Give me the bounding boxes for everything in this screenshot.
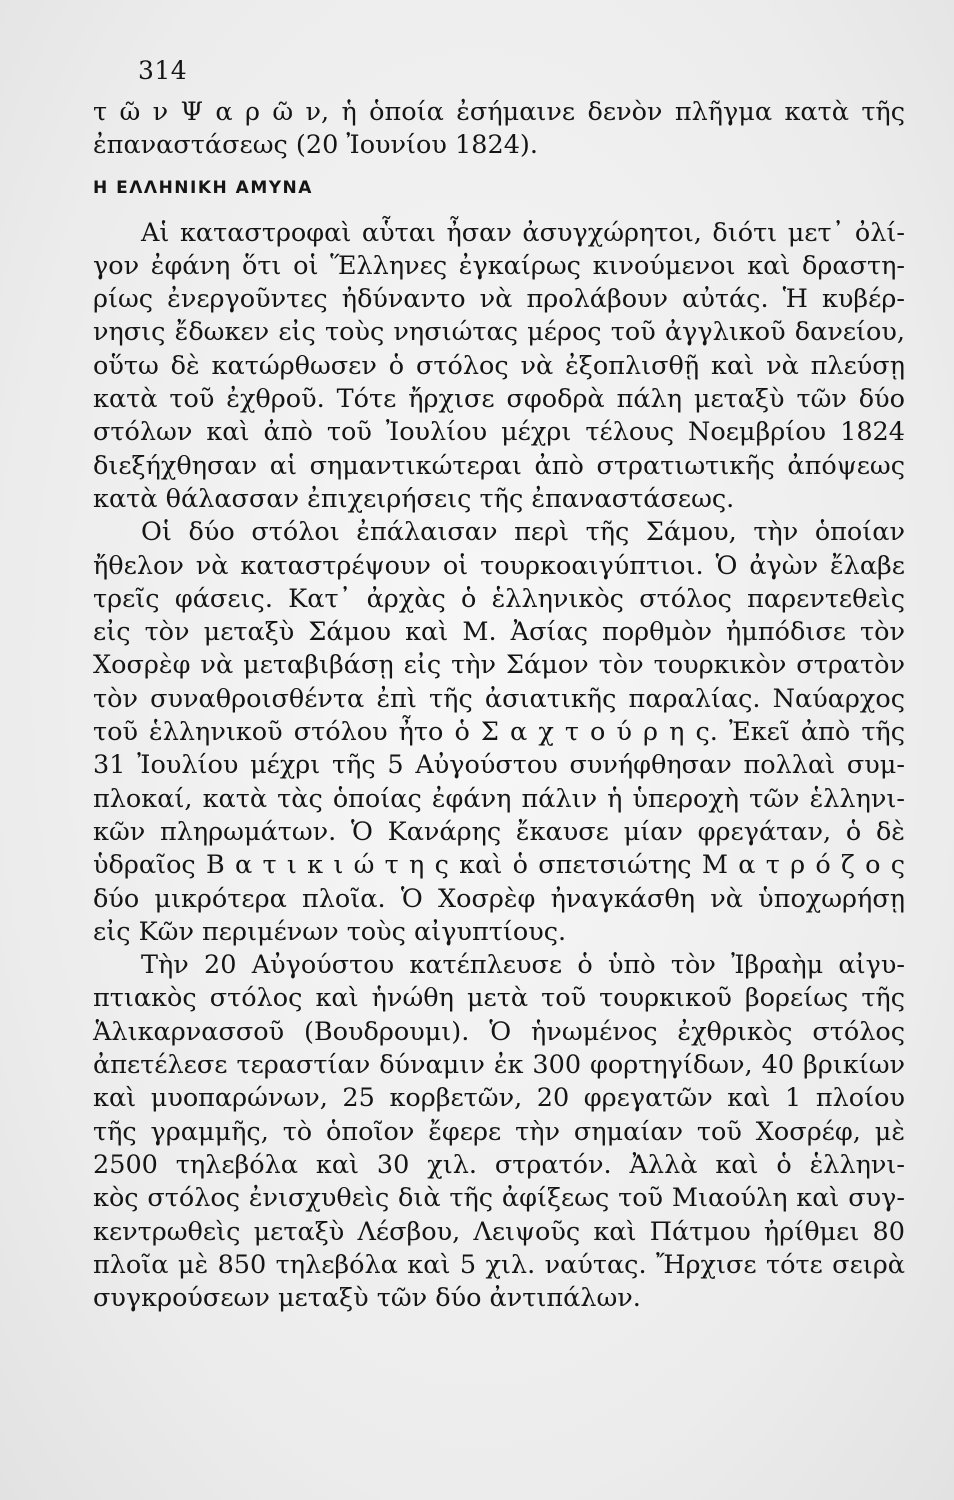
- paragraph-2: [93, 516, 905, 949]
- text-line: Τὴν 20 Αὐγούστου κατέπλευσε ὁ ὑπὸ τὸν Ἰβραὴμ αἰγυ-: [141, 950, 905, 981]
- text-line: Οἱ δύο στόλοι ἐπάλαισαν περὶ τῆς Σάμου, τὴν ὁποίαν: [141, 517, 905, 548]
- text-line: ἐπαναστάσεως (20 Ἰουνίου 1824).: [93, 130, 538, 161]
- intro-paragraph: [93, 96, 905, 163]
- text-line: πτιακὸς στόλος καὶ ἡνώθη μετὰ τοῦ τουρκικοῦ βορείως τῆς: [93, 983, 905, 1014]
- text-line: Χοσρὲφ νὰ μεταβιβάσῃ εἰς τὴν Σάμον τὸν τουρκικὸν στρατὸν: [93, 650, 905, 681]
- text-line: τοῦ ἑλληνικοῦ στόλου ἦτο ὁ Σ α χ τ ο ύ ρ η ς. Ἐκεῖ ἀπὸ τῆς: [93, 717, 905, 748]
- text-line: κῶν πληρωμάτων. Ὁ Κανάρης ἔκαυσε μίαν φρεγάταν, ὁ δὲ: [93, 816, 905, 847]
- paragraph-3: [93, 949, 905, 1315]
- text-line: 31 Ἰουλίου μέχρι τῆς 5 Αὐγούστου συνήφθησαν πολλαὶ συμ-: [93, 750, 905, 781]
- text-line: κεντρωθεὶς μεταξὺ Λέσβου, Λειψοῦς καὶ Πάτμου ἠρίθμει 80: [93, 1216, 905, 1247]
- text-line: νησις ἔδωκεν εἰς τοὺς νησιώτας μέρος τοῦ ἀγγλικοῦ δανείου,: [93, 317, 905, 348]
- text-line: στόλων καὶ ἀπὸ τοῦ Ἰουλίου μέχρι τέλους Νοεμβρίου 1824: [93, 417, 905, 448]
- text-line: ὑδραῖος Β α τ ι κ ι ώ τ η ς καὶ ὁ σπετσιώτης Μ α τ ρ ό ζ ο ς: [93, 850, 905, 881]
- text-line: πλοκαί, κατὰ τὰς ὁποίας ἐφάνη πάλιν ἡ ὑπεροχὴ τῶν ἑλληνι-: [93, 783, 905, 814]
- text-line: συγκρούσεων μεταξὺ τῶν δύο ἀντιπάλων.: [93, 1283, 641, 1314]
- text-line: τὸν συναθροισθέντα ἐπὶ τῆς ἀσιατικῆς παραλίας. Ναύαρχος: [93, 683, 905, 714]
- text-line: ἀπετέλεσε τεραστίαν δύναμιν ἐκ 300 φορτηγίδων, 40 βρικίων: [93, 1050, 905, 1081]
- text-line: πλοῖα μὲ 850 τηλεβόλα καὶ 5 χιλ. ναύτας. Ἤρχισε τότε σειρὰ: [93, 1249, 905, 1280]
- text-line: τρεῖς φάσεις. Κατ᾽ ἀρχὰς ὁ ἑλληνικὸς στόλος παρεντεθεὶς: [93, 583, 905, 614]
- text-line: δύο μικρότερα πλοῖα. Ὁ Χοσρὲφ ἠναγκάσθη νὰ ὑποχωρήσῃ: [93, 883, 905, 914]
- text-line: 2500 τηλεβόλα καὶ 30 χιλ. στρατόν. Ἀλλὰ καὶ ὁ ἑλληνι-: [93, 1149, 905, 1180]
- text-line: Ἁλικαρνασσοῦ (Βουδρουμι). Ὁ ἡνωμένος ἐχθρικὸς στόλος: [93, 1016, 905, 1047]
- text-line: εἰς τὸν μεταξὺ Σάμου καὶ Μ. Ἀσίας πορθμὸν ἠμπόδισε τὸν: [93, 617, 905, 648]
- text-line: τῆς γραμμῆς, τὸ ὁποῖον ἔφερε τὴν σημαίαν τοῦ Χοσρέφ, μὲ: [93, 1116, 905, 1147]
- text-line: ἤθελον νὰ καταστρέψουν οἱ τουρκοαιγύπτιοι. Ὁ ἀγὼν ἔλαβε: [93, 550, 905, 581]
- paragraph-1: [93, 217, 905, 517]
- text-line: εἰς Κῶν περιμένων τοὺς αἰγυπτίους.: [93, 916, 567, 947]
- text-line: καὶ μυοπαρώνων, 25 κορβετῶν, 20 φρεγατῶν καὶ 1 πλοίου: [93, 1083, 905, 1114]
- text-line: γον ἐφάνη ὅτι οἱ Ἕλληνες ἐγκαίρως κινούμενοι καὶ δραστη-: [93, 250, 905, 281]
- text-line: Αἱ καταστροφαὶ αὗται ἦσαν ἀσυγχώρητοι, διότι μετ᾽ ὀλί-: [141, 217, 905, 248]
- section-heading: Η ΕΛΛΗΝΙΚΗ ΑΜΥΝΑ: [93, 177, 313, 198]
- text-line: κὸς στόλος ἐνισχυθεὶς διὰ τῆς ἀφίξεως τοῦ Μιαούλη καὶ συγ-: [93, 1183, 905, 1214]
- text-line: ρίως ἐνεργοῦντες ἠδύναντο νὰ προλάβουν αὐτάς. Ἡ κυβέρ-: [93, 284, 905, 315]
- text-line: τ ῶ ν Ψ α ρ ῶ ν, ἡ ὁποία ἐσήμαινε δενὸν πλῆγμα κατὰ τῆς: [93, 97, 905, 127]
- text-line: κατὰ τοῦ ἐχθροῦ. Τότε ἤρχισε σφοδρὰ πάλη μεταξὺ τῶν δύο: [93, 384, 905, 415]
- text-body: [93, 96, 905, 1315]
- text-line: οὕτω δὲ κατώρθωσεν ὁ στόλος νὰ ἐξοπλισθῇ καὶ νὰ πλεύσῃ: [93, 350, 905, 381]
- page-number: 314: [138, 56, 188, 85]
- text-line: διεξήχθησαν αἱ σημαντικώτεραι ἀπὸ στρατιωτικῆς ἀπόψεως: [93, 450, 905, 481]
- text-line: κατὰ θάλασσαν ἐπιχειρήσεις τῆς ἐπαναστάσεως.: [93, 483, 735, 514]
